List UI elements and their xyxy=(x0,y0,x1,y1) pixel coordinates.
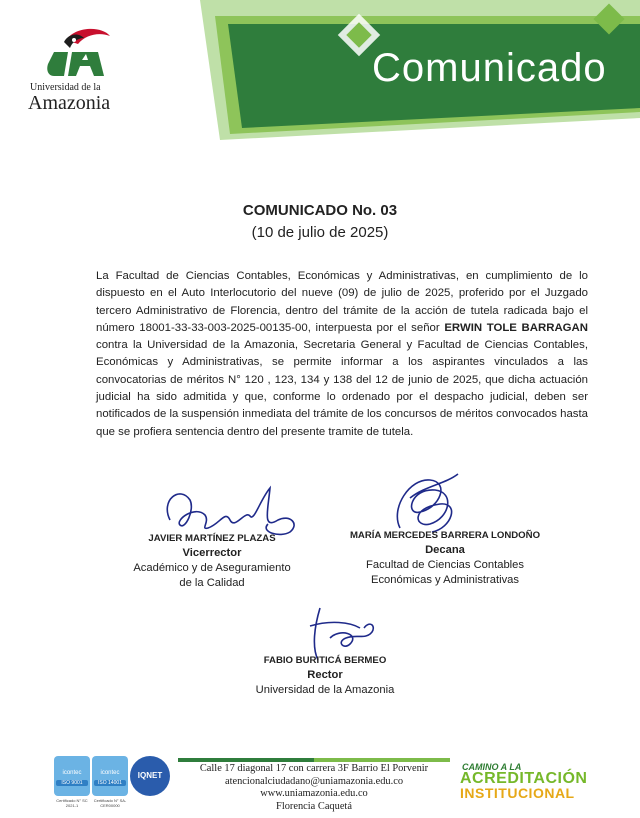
document-title: COMUNICADO No. 03 xyxy=(242,202,398,219)
footer-address: Calle 17 diagonal 17 con carrera 3F Barrio El Porvenir xyxy=(199,763,429,774)
signatory-line: Económicas y Administrativas xyxy=(371,574,519,586)
signatory-name: FABIO BURITICÁ BERMEO xyxy=(263,655,387,666)
banner-title: Comunicado xyxy=(372,46,607,90)
iqnet-label: IQNET xyxy=(137,771,163,780)
toucan-logo-icon xyxy=(24,22,136,84)
accreditation-line-1: CAMINO A LA xyxy=(462,762,522,772)
footer-website: www.uniamazonia.edu.co xyxy=(260,788,368,800)
signatory-line: de la Calidad xyxy=(179,577,245,589)
cert-brand: icontec xyxy=(100,770,120,776)
cert-standard: ISO 9001 xyxy=(56,780,88,786)
signatory-line: Facultad de Ciencias Contables xyxy=(366,559,524,571)
footer-email: atencionalciudadano@uniamazonia.edu.co xyxy=(224,775,404,787)
accreditation-line-3: INSTITUCIONAL xyxy=(460,785,575,801)
cert-caption: Certificado N° SA-CER00000 xyxy=(93,798,127,808)
signature-block-decana xyxy=(330,528,560,588)
cert-caption: Certificado N° SC 2021-1 xyxy=(56,798,88,808)
logo-university-line: Universidad de la xyxy=(30,82,101,93)
signatory-role: Vicerrector xyxy=(182,547,242,559)
logo-name: Amazonia xyxy=(28,92,111,114)
signatory-line: Universidad de la Amazonia xyxy=(255,684,395,696)
document-body xyxy=(96,268,588,441)
body-text: La Facultad de Ciencias Contables, Económicas y Administrativas, en cumplimiento de lo dispuesto en el Auto Interlocutorio del nueve (09) de julio de 2025, proferido por el Juzgado tercero Administrativo de Florencia, dentro del trámite de la acción de tutela radicada bajo el número 18001-33-33-003-2025-00135-00, interpuesta por el señor xyxy=(96,270,588,334)
body-text-2: contra la Universidad de la Amazonia, Secretaria General y Facultad de Ciencias Contables, Económicas y Administrativas, se permite informar a los aspirantes vinculados a las convocatorias de méritos N° 120 , 123, 134 y 138 del 12 de junio de 2025, que dicha actuación judicial ha sido admitida y que, conforme lo ordenado por el despacho judicial, deben ser notificados de la suspensión inmediata del trámite de los concursos de méritos convocados hasta que se profiera sentencia dentro del presente tramite de tutela. xyxy=(96,339,588,438)
signatory-role: Rector xyxy=(307,669,343,681)
footer-divider xyxy=(178,758,450,762)
document-date: (10 de julio de 2025) xyxy=(251,224,389,241)
body-name: ERWIN TOLE BARRAGAN xyxy=(444,321,588,334)
cert-brand: icontec xyxy=(62,770,82,776)
signatory-name: MARÍA MERCEDES BARRERA LONDOÑO xyxy=(349,530,541,541)
accreditation-line-2: ACREDITACIÓN xyxy=(460,770,588,787)
signature-block-rector xyxy=(225,653,425,698)
signature-block-vicerrector xyxy=(112,531,312,591)
icontec-iso9001-badge xyxy=(54,756,90,796)
footer-contact xyxy=(178,763,450,813)
signatory-name: JAVIER MARTÍNEZ PLAZAS xyxy=(148,533,276,544)
footer-city: Florencia Caquetá xyxy=(276,800,352,812)
iqnet-badge xyxy=(130,756,170,796)
signatory-role: Decana xyxy=(425,544,465,556)
university-logo xyxy=(24,22,136,114)
cert-standard: ISO 14001 xyxy=(94,780,126,786)
icontec-iso14001-badge xyxy=(92,756,128,796)
signatory-line: Académico y de Aseguramiento xyxy=(133,562,291,574)
